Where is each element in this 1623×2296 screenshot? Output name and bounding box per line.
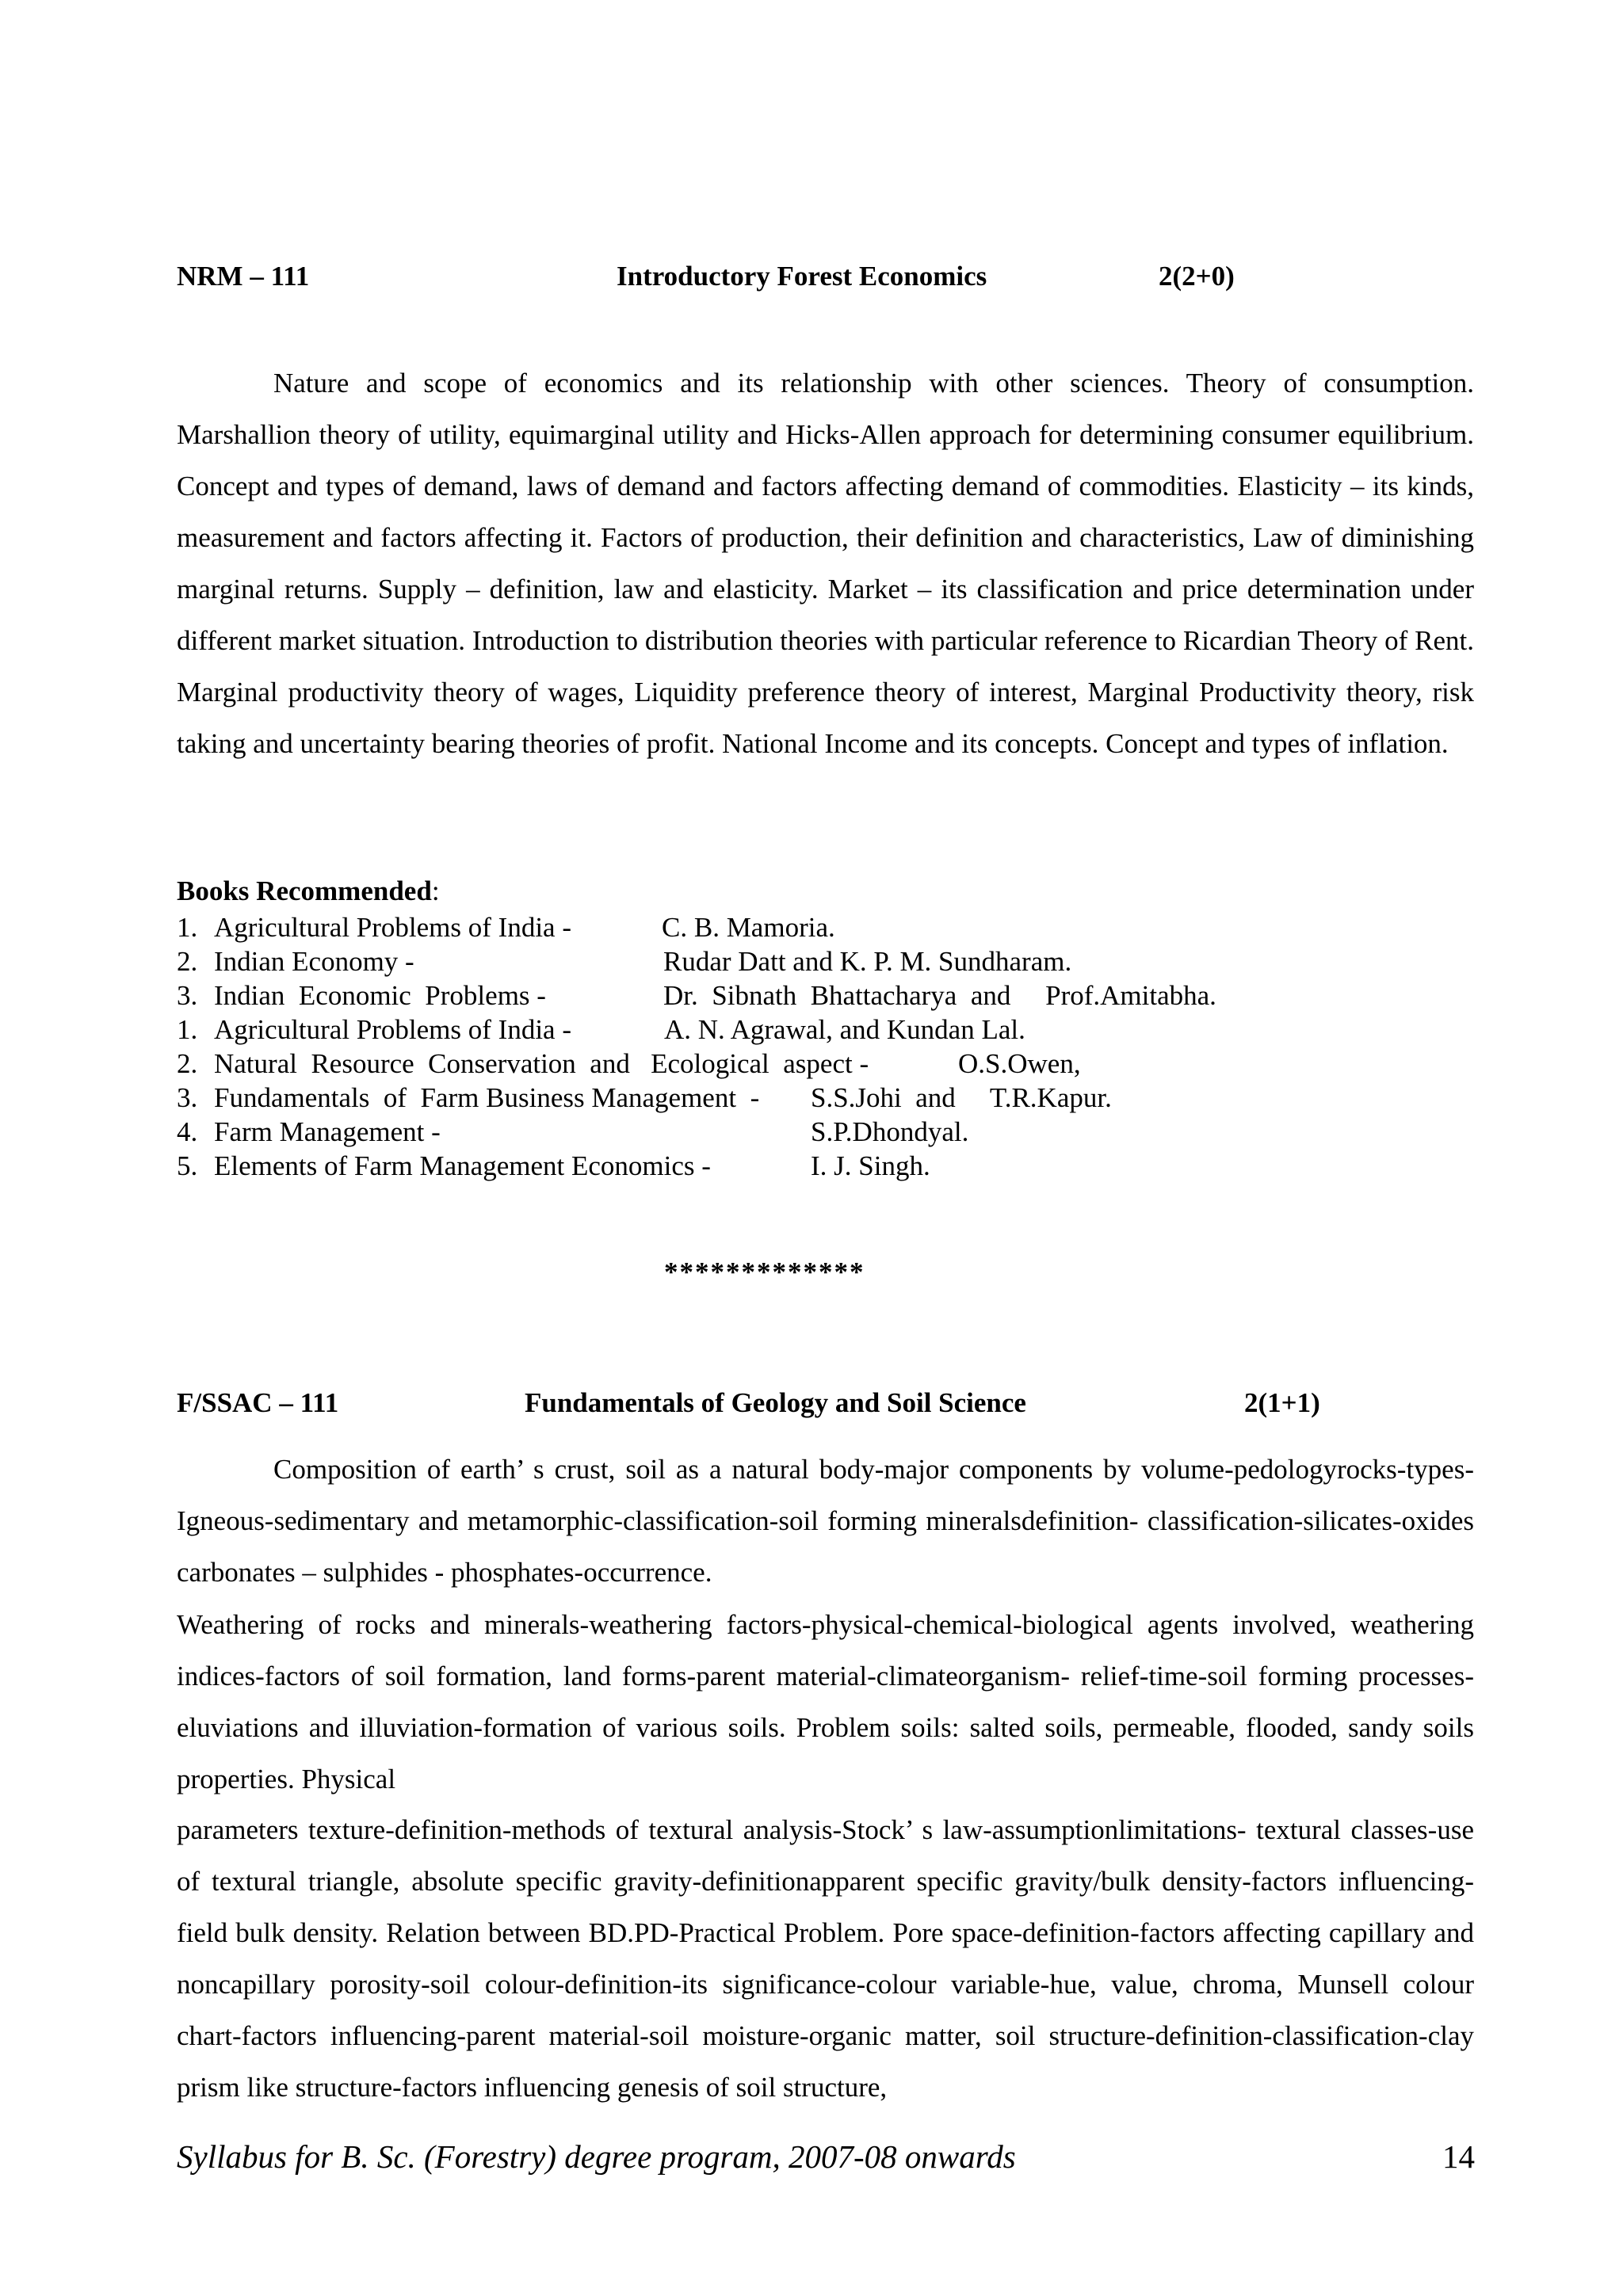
book-title: Agricultural Problems of India - <box>214 1014 572 1045</box>
book-author: C. B. Mamoria. <box>662 912 835 943</box>
book-title: Indian Economy - <box>214 946 414 977</box>
book-title: Farm Management - <box>214 1116 441 1147</box>
course-description <box>177 1804 1474 2113</box>
book-title: Agricultural Problems of India - <box>214 912 572 943</box>
course-credits: 2(1+1) <box>1244 1387 1320 1418</box>
course-credits: 2(2+0) <box>1159 261 1235 292</box>
course-description-text: Nature and scope of economics and its relationship with other sciences. Theory of consumption. Marshallion theory of utility, equimarginal utility and Hicks-Allen approach for determining consumer equilibrium. Concept and types of demand, laws of demand and factors affecting demand of commodities. Elasticity – its kinds, measurement and factors affecting it. Factors of production, their definition and characteristics, Law of diminishing marginal returns. Supply – definition, law and elasticity. Market – its classification and price determination under different market situation. Introduction to distribution theories with particular reference to Ricardian Theory of Rent. Marginal productivity theory of wages, Liquidity preference theory of interest, Marginal Productivity theory, risk taking and uncertainty bearing theories of profit. National Income and its concepts. Concept and types of inflation. <box>177 368 1474 759</box>
book-author: Rudar Datt and K. P. M. Sundharam. <box>663 946 1072 977</box>
book-number: 2. <box>177 946 198 977</box>
book-author: Dr. Sibnath Bhattacharya and Prof.Amitabha. <box>663 980 1216 1011</box>
book-number: 1. <box>177 1014 198 1045</box>
book-number: 4. <box>177 1116 198 1147</box>
page-number: 14 <box>1442 2138 1475 2175</box>
course-code: NRM – 111 <box>177 261 310 292</box>
books-heading <box>177 875 440 907</box>
footer-title: Syllabus for B. Sc. (Forestry) degree program, 2007-08 onwards <box>177 2138 1016 2175</box>
course-description <box>177 1599 1474 1805</box>
book-title: Elements of Farm Management Economics - <box>214 1150 711 1181</box>
course-description-text: parameters texture-definition-methods of textural analysis-Stock’ s law-assumptionlimitations- textural classes-use of textural triangle, absolute specific gravity-definitionapparent specific gravity/bulk density-factors influencing-field bulk density. Relation between BD.PD-Practical Problem. Pore space-definition-factors affecting capillary and noncapillary porosity-soil colour-definition-its significance-colour variable-hue, value, chroma, Munsell colour chart-factors influencing-parent material-soil moisture-organic matter, soil structure-definition-classification-clay prism like structure-factors influencing genesis of soil structure, <box>177 1814 1474 2103</box>
book-number: 2. <box>177 1048 198 1079</box>
books-heading-colon: : <box>431 875 440 906</box>
book-author: A. N. Agrawal, and Kundan Lal. <box>664 1014 1025 1045</box>
course-description-text: Composition of earth’ s crust, soil as a natural body-major components by volume-pedologyrocks-types- Igneous-sedimentary and metamorphic-classification-soil forming mineralsdefinition- classification-silicates-oxides carbonates – sulphides - phosphates-occurrence. <box>177 1454 1474 1588</box>
book-author: S.S.Johi and T.R.Kapur. <box>811 1082 1112 1113</box>
book-number: 3. <box>177 1082 198 1113</box>
books-heading-label: Books Recommended <box>177 875 432 906</box>
course-description-text: Weathering of rocks and minerals-weathering factors-physical-chemical-biological agents involved, weathering indices-factors of soil formation, land forms-parent material-climateorganism- relief-time-soil forming processes-eluviations and illuviation-formation of various soils. Problem soils: salted soils, permeable, flooded, sandy soils properties. Physical <box>177 1609 1474 1794</box>
book-number: 5. <box>177 1150 198 1181</box>
course-title: Fundamentals of Geology and Soil Science <box>525 1387 1026 1418</box>
course-code: F/SSAC – 111 <box>177 1387 339 1418</box>
book-author: S.P.Dhondyal. <box>811 1116 969 1147</box>
course-title: Introductory Forest Economics <box>617 261 987 292</box>
section-separator: ************* <box>664 1257 865 1287</box>
book-title: Natural Resource Conservation and Ecological aspect - <box>214 1048 869 1079</box>
book-number: 1. <box>177 912 198 943</box>
book-number: 3. <box>177 980 198 1011</box>
course-description <box>177 1444 1474 1598</box>
book-author: I. J. Singh. <box>811 1150 930 1181</box>
book-title: Indian Economic Problems - <box>214 980 546 1011</box>
book-title: Fundamentals of Farm Business Management - <box>214 1082 760 1113</box>
book-author: O.S.Owen, <box>958 1048 1081 1079</box>
course-description <box>177 357 1474 769</box>
